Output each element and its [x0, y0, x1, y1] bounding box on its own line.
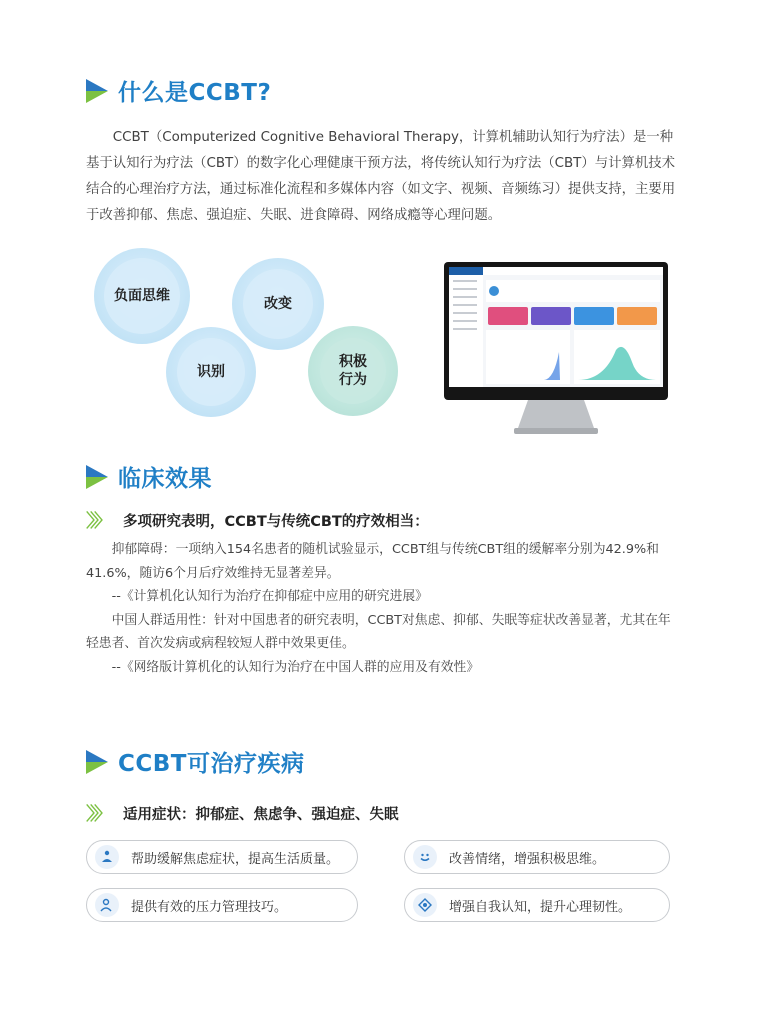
triangle-marker-icon [86, 750, 108, 774]
benefit-item [404, 888, 670, 922]
brain-icon [413, 893, 437, 917]
monitor-graphic [444, 262, 668, 436]
bubble-label: 识别 [197, 364, 225, 380]
section-title-clinical [86, 460, 212, 493]
section-title-treatable [86, 745, 304, 778]
clinical-paragraph: 抑郁障碍：一项纳入154名患者的随机试验显示，CCBT组与传统CBT组的缓解率分别为42.9%和41.6%，随访6个月后疗效维持无显著差异。 [86, 542, 659, 581]
bubble-identify [166, 327, 256, 417]
bubble-change [232, 258, 324, 350]
meditation-icon [95, 845, 119, 869]
subtitle-text: 适用症状：抑郁症、焦虑争、强迫症、失眠 [123, 806, 399, 823]
bubble-label: 改变 [264, 296, 292, 312]
benefit-text: 帮助缓解焦虑症状，提高生活质量。 [131, 851, 340, 867]
treatable-subtitle [86, 800, 399, 826]
benefit-item [86, 840, 358, 874]
monitor-illustration [444, 262, 668, 436]
bubble-label: 积极 行为 [339, 354, 367, 388]
section-heading: 临床效果 [118, 466, 212, 492]
benefit-item [404, 840, 670, 874]
clinical-body [86, 538, 676, 679]
benefit-text: 提供有效的压力管理技巧。 [131, 899, 288, 915]
clinical-subtitle [86, 507, 429, 533]
page-title: 什么是CCBT? [118, 80, 272, 106]
bubble-label: 负面思维 [114, 288, 170, 304]
subtitle-text: 多项研究表明，CCBT与传统CBT的疗效相当： [123, 513, 429, 530]
clinical-reference: --《网络版计算机化的认知行为治疗在中国人群的应用及有效性》 [111, 659, 480, 675]
triangle-marker-icon [86, 465, 108, 489]
section-heading: CCBT可治疗疾病 [118, 751, 305, 777]
benefit-text: 改善情绪，增强积极思维。 [449, 851, 606, 867]
benefit-text: 增强自我认知，提升心理韧性。 [449, 899, 632, 915]
bubble-positive-action [308, 326, 398, 416]
clinical-paragraph: 中国人群适用性：针对中国患者的研究表明，CCBT对焦虑、抑郁、失眠等症状改善显著，尤其在年轻患者、首次发病或病程较短人群中效果更佳。 [86, 612, 671, 651]
benefit-item [86, 888, 358, 922]
bubble-negative-thinking [94, 248, 190, 344]
double-chevron-icon: 〉〉〉 [86, 511, 107, 532]
double-chevron-icon: 〉〉〉 [86, 804, 107, 825]
user-shield-icon [95, 893, 119, 917]
intro-text: CCBT（Computerized Cognitive Behavioral Therapy，计算机辅助认知行为疗法）是一种基于认知行为疗法（CBT）的数字化心理健康干预方法，将传统认知行为疗法（CBT）与计算机技术结合的心理治疗方法，通过标准化流程和多媒体内容（如文字、视频、音频练习）提供支持，主要用于改善抑郁、焦虑、强迫症、失眠、进食障碍、网络成瘾等心理问题。 [86, 130, 676, 223]
clinical-reference: --《计算机化认知行为治疗在抑郁症中应用的研究进展》 [111, 589, 428, 604]
smile-icon [413, 845, 437, 869]
